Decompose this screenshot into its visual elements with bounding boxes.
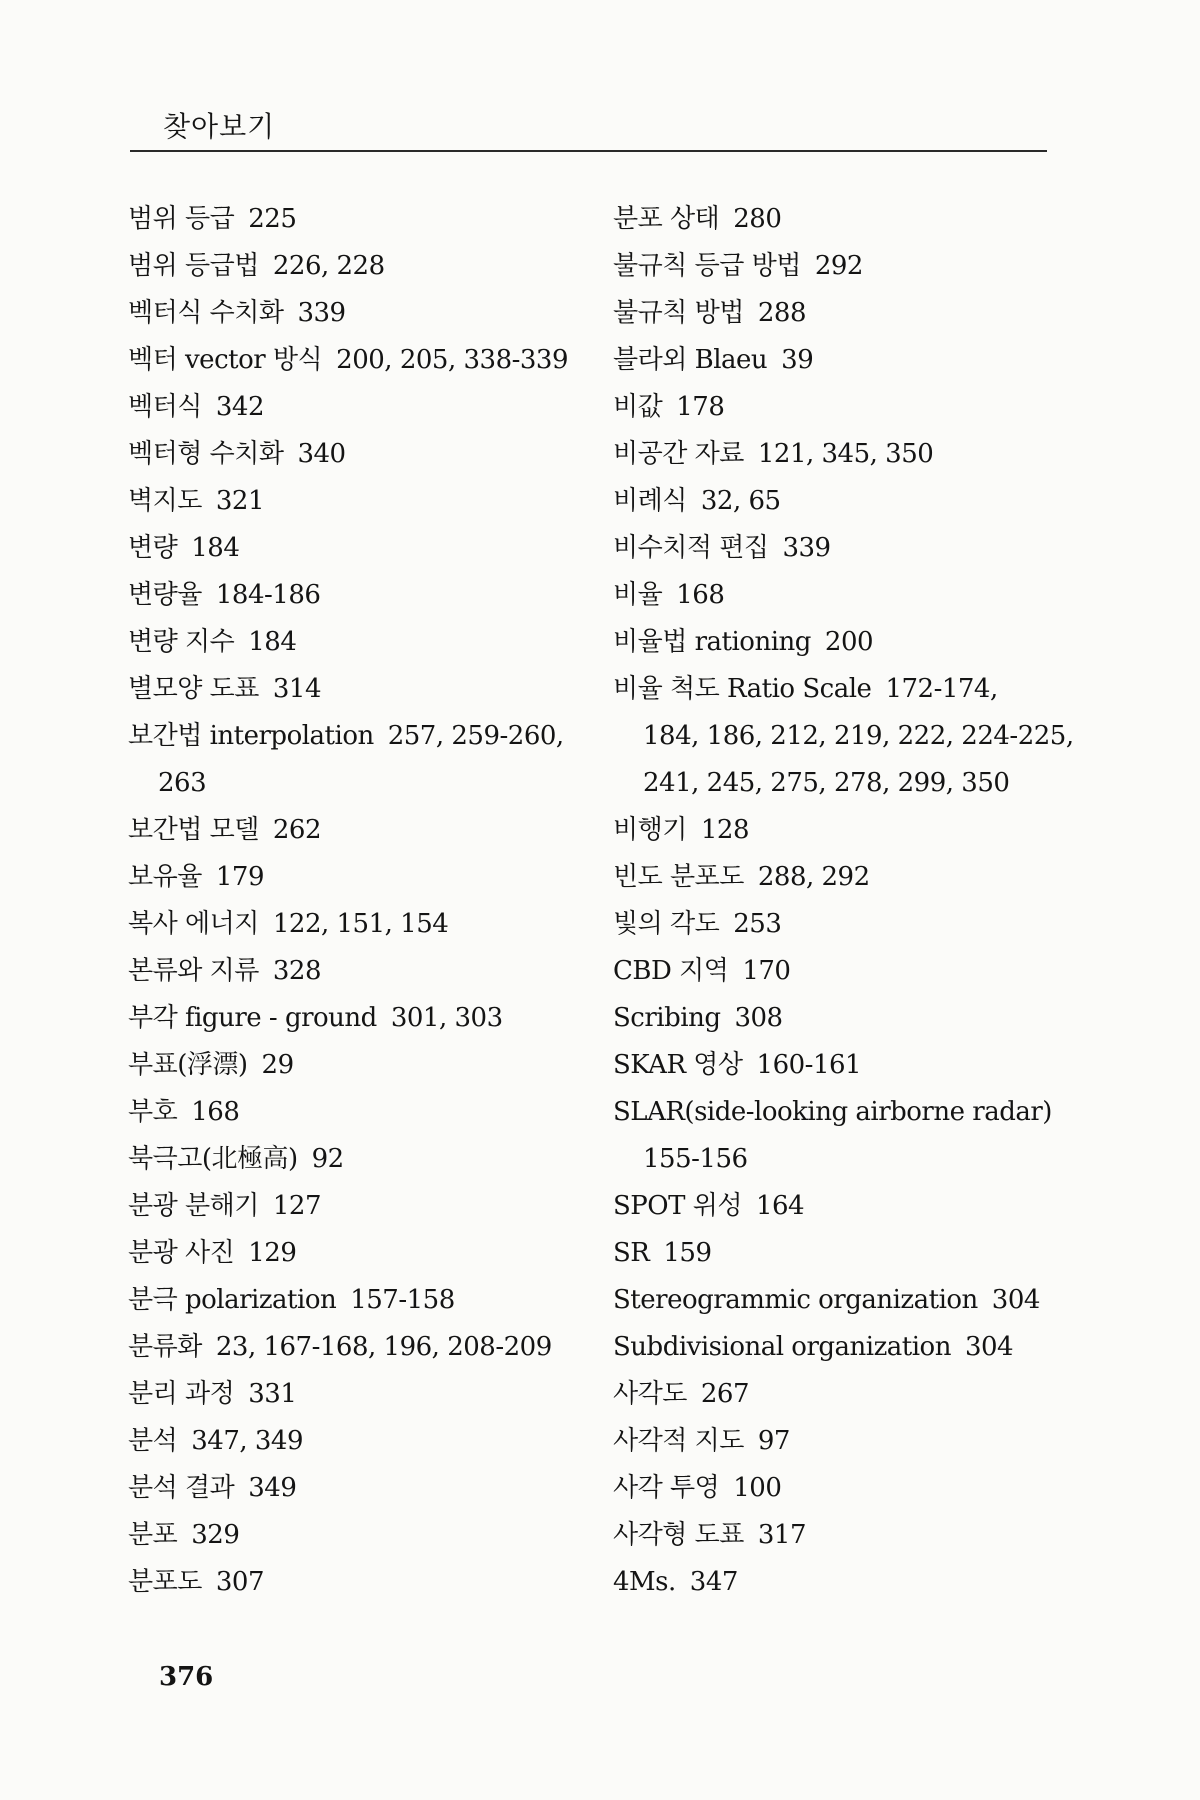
index-entry — [128, 1559, 598, 1606]
index-entry — [613, 713, 1074, 760]
index-entry — [613, 1465, 1063, 1512]
index-entry — [128, 713, 598, 760]
index-term: 보간법 interpolation — [128, 721, 374, 751]
index-entry — [613, 337, 1063, 384]
index-entry — [613, 901, 1063, 948]
index-entry — [128, 196, 598, 243]
index-entry — [613, 384, 1063, 431]
index-pages: 160-161 — [756, 1050, 862, 1080]
index-pages: 328 — [272, 956, 321, 986]
index-pages: 164 — [755, 1191, 805, 1221]
index-term: 사각도 — [613, 1379, 687, 1409]
index-term: 분류화 — [128, 1332, 202, 1362]
index-term: 분극 polarization — [128, 1285, 337, 1315]
index-term: 북극고(北極高) — [128, 1144, 298, 1174]
index-entry — [613, 1277, 1063, 1324]
index-term: 사각 투영 — [613, 1473, 720, 1503]
index-entry — [128, 1230, 598, 1277]
index-term: 별모양 도표 — [128, 674, 259, 704]
index-pages: 155-156 — [643, 1144, 748, 1174]
index-entry — [128, 948, 598, 995]
index-entry — [613, 243, 1063, 290]
index-pages: 200 — [824, 627, 874, 657]
index-entry — [128, 1512, 598, 1559]
index-pages: 317 — [757, 1520, 806, 1550]
index-term: 변량 지수 — [128, 627, 235, 657]
index-entry — [128, 760, 598, 807]
index-column-right — [613, 196, 1074, 1606]
index-term: 분석 결과 — [128, 1473, 235, 1503]
index-term: 분포 — [128, 1520, 178, 1550]
index-pages: 307 — [215, 1567, 264, 1597]
index-term: SKAR 영상 — [613, 1050, 743, 1080]
index-pages: 347 — [689, 1567, 738, 1597]
index-pages: 339 — [782, 533, 831, 563]
index-entry — [613, 1042, 1063, 1089]
index-term: 범위 등급 — [128, 204, 235, 234]
index-entry — [128, 854, 598, 901]
index-pages: 168 — [191, 1097, 240, 1127]
index-entry — [128, 1371, 598, 1418]
index-pages: 342 — [215, 392, 264, 422]
index-term: 비율법 rationing — [613, 627, 811, 657]
index-term: 벡터식 수치화 — [128, 298, 284, 328]
index-term: 불규칙 방법 — [613, 298, 744, 328]
index-pages: 339 — [297, 298, 346, 328]
index-pages: 32, 65 — [700, 486, 781, 516]
index-entry — [613, 619, 1063, 666]
index-pages: 304 — [991, 1285, 1040, 1315]
index-entry — [613, 1183, 1063, 1230]
index-pages: 179 — [215, 862, 264, 892]
index-term: SLAR(side-looking airborne radar) — [613, 1097, 1052, 1127]
index-entry — [128, 807, 598, 854]
index-pages: 184, 186, 212, 219, 222, 224-225, — [643, 721, 1074, 751]
index-pages: 100 — [733, 1473, 782, 1503]
index-pages: 304 — [964, 1332, 1014, 1362]
index-entry — [128, 525, 598, 572]
index-pages: 340 — [297, 439, 346, 469]
index-term: Subdivisional organization — [613, 1332, 951, 1362]
index-term: 4Ms. — [613, 1567, 676, 1597]
index-entry — [613, 572, 1063, 619]
index-pages: 288 — [757, 298, 806, 328]
index-term: 분포도 — [128, 1567, 202, 1597]
index-entry — [613, 1230, 1063, 1277]
index-pages: 168 — [676, 580, 725, 610]
index-term: 범위 등급법 — [128, 251, 259, 281]
index-entry — [613, 1089, 1063, 1136]
index-pages: 121, 345, 350 — [757, 439, 934, 469]
index-pages: 39 — [781, 345, 814, 375]
index-pages: 329 — [191, 1520, 240, 1550]
index-term: 불규칙 등급 방법 — [613, 251, 801, 281]
index-pages: 280 — [733, 204, 782, 234]
index-pages: 267 — [700, 1379, 749, 1409]
index-entry — [128, 1183, 598, 1230]
page-number: 376 — [159, 1662, 214, 1692]
index-term: 분리 과정 — [128, 1379, 235, 1409]
index-pages: 288, 292 — [757, 862, 870, 892]
index-term: 비공간 자료 — [613, 439, 744, 469]
index-entry — [128, 384, 598, 431]
header-rule — [130, 150, 1047, 152]
index-entry — [128, 337, 598, 384]
index-entry — [128, 1277, 598, 1324]
index-pages: 92 — [311, 1144, 344, 1174]
index-entry — [128, 572, 598, 619]
index-term: 벽지도 — [128, 486, 202, 516]
index-term: 비율 — [613, 580, 663, 610]
index-entry — [613, 525, 1063, 572]
index-entry — [128, 1042, 598, 1089]
index-pages: 301, 303 — [390, 1003, 503, 1033]
index-pages: 241, 245, 275, 278, 299, 350 — [643, 768, 1010, 798]
index-pages: 127 — [272, 1191, 321, 1221]
index-pages: 184 — [191, 533, 240, 563]
index-entry — [613, 854, 1063, 901]
index-term: 분광 사진 — [128, 1238, 235, 1268]
index-entry — [613, 1512, 1063, 1559]
index-term: 복사 에너지 — [128, 909, 259, 939]
index-pages: 128 — [700, 815, 749, 845]
index-pages: 184 — [248, 627, 297, 657]
index-term: 비값 — [613, 392, 663, 422]
index-pages: 226, 228 — [272, 251, 385, 281]
index-term: Scribing — [613, 1003, 721, 1033]
index-pages: 349 — [248, 1473, 297, 1503]
index-term: Stereogrammic organization — [613, 1285, 978, 1315]
index-pages: 347, 349 — [191, 1426, 304, 1456]
index-pages: 122, 151, 154 — [272, 909, 449, 939]
index-pages: 253 — [733, 909, 782, 939]
index-term: 변량율 — [128, 580, 202, 610]
index-entry — [613, 666, 1063, 713]
index-pages: 159 — [663, 1238, 712, 1268]
index-term: 블라외 Blaeu — [613, 345, 768, 375]
index-entry — [128, 901, 598, 948]
running-header-title: 찾아보기 — [163, 110, 276, 143]
index-term: 사각적 지도 — [613, 1426, 744, 1456]
index-term: 빛의 각도 — [613, 909, 720, 939]
index-entry — [128, 1136, 598, 1183]
index-entry — [128, 431, 598, 478]
index-pages: 184-186 — [215, 580, 321, 610]
index-term: 비수치적 편집 — [613, 533, 769, 563]
index-pages: 129 — [248, 1238, 297, 1268]
index-pages: 321 — [215, 486, 264, 516]
index-pages: 257, 259-260, — [387, 721, 564, 751]
index-term: 비행기 — [613, 815, 687, 845]
index-term: 비례식 — [613, 486, 687, 516]
index-pages: 172-174, — [885, 674, 998, 704]
index-pages: 308 — [734, 1003, 783, 1033]
index-term: 벡터 vector 방식 — [128, 345, 323, 375]
index-term: SPOT 위성 — [613, 1191, 742, 1221]
index-pages: 263 — [158, 768, 207, 798]
index-term: CBD 지역 — [613, 956, 729, 986]
index-pages: 157-158 — [350, 1285, 455, 1315]
index-entry — [128, 666, 598, 713]
index-entry — [613, 290, 1063, 337]
index-pages: 97 — [757, 1426, 790, 1456]
index-term: 벡터형 수치화 — [128, 439, 284, 469]
index-entry — [613, 760, 1063, 807]
index-entry — [128, 995, 598, 1042]
index-pages: 178 — [676, 392, 725, 422]
index-term: 보유율 — [128, 862, 202, 892]
index-pages: 225 — [248, 204, 297, 234]
index-entry — [613, 1418, 1063, 1465]
index-entry — [613, 1371, 1063, 1418]
index-pages: 292 — [814, 251, 863, 281]
index-term: 보간법 모델 — [128, 815, 259, 845]
index-entry — [613, 196, 1063, 243]
index-entry — [613, 807, 1063, 854]
index-term: 분포 상태 — [613, 204, 720, 234]
index-term: 분석 — [128, 1426, 178, 1456]
index-term: 변량 — [128, 533, 178, 563]
index-entry — [128, 478, 598, 525]
index-term: 사각형 도표 — [613, 1520, 744, 1550]
index-pages: 331 — [248, 1379, 297, 1409]
index-entry — [613, 1324, 1063, 1371]
index-entry — [128, 1418, 598, 1465]
index-pages: 29 — [261, 1050, 294, 1080]
index-entry — [613, 1559, 1063, 1606]
index-entry — [128, 619, 598, 666]
index-entry — [613, 995, 1063, 1042]
index-term: 부표(浮漂) — [128, 1050, 248, 1080]
index-term: 빈도 분포도 — [613, 862, 744, 892]
index-entry — [613, 1136, 1063, 1183]
index-term: 벡터식 — [128, 392, 202, 422]
index-pages: 314 — [272, 674, 321, 704]
index-term: 부호 — [128, 1097, 178, 1127]
index-entry — [613, 478, 1063, 525]
index-entry — [128, 1465, 598, 1512]
index-entry — [128, 243, 598, 290]
index-entry — [613, 948, 1063, 995]
index-pages: 262 — [272, 815, 321, 845]
index-term: 본류와 지류 — [128, 956, 259, 986]
index-term: 비율 척도 Ratio Scale — [613, 674, 872, 704]
index-pages: 23, 167-168, 196, 208-209 — [215, 1332, 552, 1362]
index-term: 분광 분해기 — [128, 1191, 259, 1221]
index-pages: 200, 205, 338-339 — [336, 345, 569, 375]
index-term: 부각 figure - ground — [128, 1003, 377, 1033]
index-entry — [128, 290, 598, 337]
index-term: SR — [613, 1238, 650, 1268]
index-column-left — [128, 196, 598, 1606]
index-pages: 170 — [742, 956, 791, 986]
index-entry — [128, 1089, 598, 1136]
index-entry — [128, 1324, 598, 1371]
index-entry — [613, 431, 1063, 478]
